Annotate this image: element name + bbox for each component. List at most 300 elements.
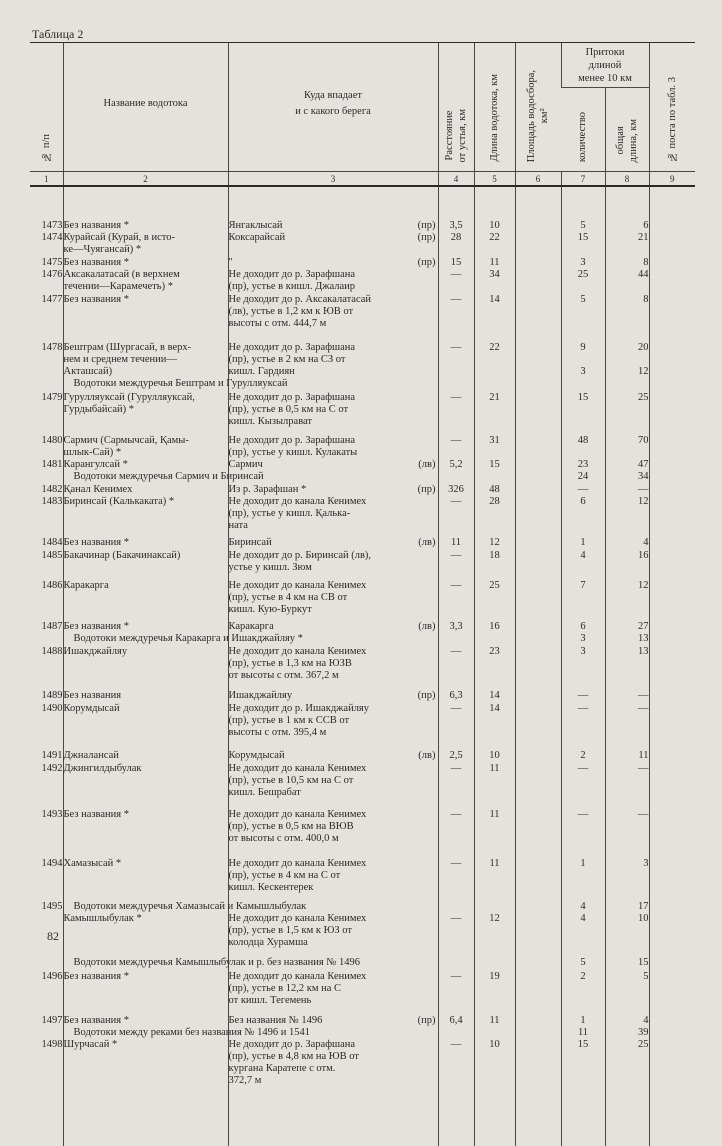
tributary-count [561,243,605,255]
tributary-count [561,507,605,519]
watercourse-name [63,714,228,726]
row-number [30,353,63,365]
tributary-total-length: 20 [605,329,649,353]
row-number: 1480 [41,435,63,446]
distance-from-mouth [438,832,474,844]
table-row [30,994,695,1006]
tributary-total-length [605,403,649,415]
tributary-total-length: 4 [605,531,649,548]
watercourse-name [63,1074,228,1086]
mouth-location [228,507,438,519]
bank-side [436,342,438,353]
watercourse-length [474,669,515,681]
distance-from-mouth [438,591,474,603]
basin-area [515,403,561,415]
watercourse-length [474,657,515,669]
post-number [649,548,695,561]
mouth-text: от высоты с отм. 400,0 м [228,833,339,844]
post-number [649,869,695,881]
tributary-count [561,657,605,669]
post-number [649,1006,695,1026]
basin-area [515,531,561,548]
tributary-count [561,415,605,427]
mouth-location [228,305,438,317]
watercourse-length: 14 [474,701,515,714]
watercourse-name [63,774,228,786]
group-note-text: Водотоки междуречья Бештрам и Гурулляуксай [73,378,288,389]
tributary-count [561,280,605,292]
watercourse-length: 16 [474,615,515,632]
post-number [649,389,695,403]
tributary-count: 6 [561,495,605,507]
mouth-location [228,186,438,231]
group-note-row [30,377,695,389]
watercourse-name: Джналансай [63,738,228,761]
mouth-location [228,591,438,603]
bank-side [436,318,438,329]
post-number [649,519,695,531]
watercourse-name: Бакачинар (Бакачинаксай) [63,548,228,561]
watercourse-name [63,1062,228,1074]
bank-side [436,306,438,317]
basin-area [515,415,561,427]
bank-side [436,937,438,948]
row-number [30,714,63,726]
bank-side [436,404,438,415]
post-number [649,317,695,329]
distance-from-mouth [438,714,474,726]
watercourse-length [474,317,515,329]
mouth-location [228,427,438,446]
tributary-count: 3 [561,255,605,268]
mouth-location [228,786,438,798]
row-number: 1495 [41,901,63,912]
watercourse-length: 11 [474,844,515,869]
watercourse-length: 15 [474,458,515,470]
mouth-text: Не доходит до р. Зарафшана [228,269,356,280]
group-note [63,377,288,389]
tributary-count: 5 [561,948,605,968]
table-row [30,881,695,893]
bank-side [436,447,438,458]
table-row [30,657,695,669]
table-row [30,701,695,714]
basin-area [515,948,561,968]
mouth-location [228,912,438,924]
tributary-count [561,603,605,615]
blank-cell [561,1086,605,1146]
bank-side [436,913,438,924]
header-area: Площадь водосбора, км² [515,43,561,172]
mouth-text: Сармич [228,459,263,470]
basin-area [515,446,561,458]
tributary-total-length: 6 [605,186,649,231]
basin-area [515,644,561,657]
mouth-text: кишл. Гардиян [228,366,295,377]
tributary-total-length [605,786,649,798]
bank-side [436,703,438,714]
tributary-total-length: 44 [605,268,649,280]
tributary-total-length [605,1050,649,1062]
col-number: 1 [30,172,63,187]
mouth-text: (пр), устье в 1,5 км к ЮЗ от [228,925,352,936]
tributary-count: 15 [561,1038,605,1050]
bank-side [436,858,438,869]
tributary-count [561,832,605,844]
distance-from-mouth [438,820,474,832]
distance-from-mouth: 326 [438,482,474,495]
tributary-count [561,403,605,415]
row-number: 1481 [41,459,63,470]
distance-from-mouth [438,936,474,948]
row-number: 1476 [41,269,63,280]
group-note-text: Водотоки междуречья Сармич и Биринсай [73,471,264,482]
watercourse-length: 25 [474,573,515,591]
mouth-text: Биринсай [228,537,272,548]
tributary-total-length [605,603,649,615]
mouth-text: (пр), устье в кишл. Джалаир [228,281,356,292]
watercourse-length [474,305,515,317]
distance-from-mouth: — [438,912,474,924]
watercourse-name: Бештрам (Шургасай, в верх- [63,329,228,353]
basin-area [515,820,561,832]
bank-side [436,435,438,446]
mouth-text: от высоты с отм. 367,2 м [228,670,339,681]
mouth-location [228,458,438,470]
table-row [30,738,695,761]
bank-side [436,646,438,657]
row-number: 1488 [41,646,63,657]
basin-area [515,1038,561,1050]
mouth-text: (пр), устье в 0,5 км на ВЮВ [228,821,354,832]
distance-from-mouth [438,603,474,615]
header-name: Название водотока [63,43,228,172]
group-note-row [30,893,695,912]
row-number [30,317,63,329]
group-note [63,893,307,912]
tributary-total-length: 17 [605,893,649,912]
group-note-row [30,948,695,968]
mouth-text: Не доходит до р. Аксакалатасай [228,294,372,305]
table-row [30,427,695,446]
tributary-total-length [605,774,649,786]
table-row [30,714,695,726]
distance-from-mouth [438,519,474,531]
post-number [649,644,695,657]
mouth-location [228,701,438,714]
bank-side [436,520,438,531]
tributary-count: 7 [561,573,605,591]
watercourse-name [63,657,228,669]
post-number [649,982,695,994]
basin-area [515,603,561,615]
tributary-total-length [605,936,649,948]
mouth-location [228,714,438,726]
basin-area [515,1062,561,1074]
bank-side [436,1063,438,1074]
basin-area [515,353,561,365]
tributary-count [561,519,605,531]
group-note-row [30,632,695,644]
table-row [30,292,695,305]
post-number [649,669,695,681]
post-number [649,786,695,798]
watercourse-length: 14 [474,292,515,305]
watercourse-length [474,869,515,881]
basin-area [515,869,561,881]
basin-area [515,255,561,268]
distance-from-mouth: — [438,495,474,507]
tributary-count [561,1062,605,1074]
watercourse-name: Қанал Кенимех [63,482,228,495]
watercourse-name: течении—Карамечеть) * [63,280,228,292]
watercourse-name: Каракарга [63,573,228,591]
distance-from-mouth: 6,3 [438,681,474,701]
table-caption: Таблица 2 [32,27,84,41]
row-number [30,561,63,573]
tributary-total-length [605,881,649,893]
tributary-total-length [605,507,649,519]
mouth-location [228,881,438,893]
bank-side [436,1051,438,1062]
distance-from-mouth [438,1074,474,1086]
tributary-total-length: 16 [605,548,649,561]
row-number: 1496 [41,971,63,982]
post-number [649,832,695,844]
tributary-total-length [605,1062,649,1074]
tributary-total-length [605,353,649,365]
tributary-total-length [605,669,649,681]
watercourse-name: нем и среднем течении— [63,353,228,365]
post-number [649,458,695,470]
distance-from-mouth: 5,2 [438,458,474,470]
basin-area [515,231,561,243]
basin-area [515,924,561,936]
mouth-text: Из р. Зарафшан * [228,484,307,495]
tributary-total-length [605,591,649,603]
basin-area [515,317,561,329]
group-note [63,1026,311,1038]
tributary-count: 4 [561,893,605,912]
mouth-text: Корумдысай [228,750,285,761]
basin-area [515,1026,561,1038]
tributary-count: 5 [561,292,605,305]
table-row [30,681,695,701]
distance-from-mouth: — [438,292,474,305]
bank-side [436,496,438,507]
row-number: 1497 [41,1015,63,1026]
basin-area [515,292,561,305]
row-number: 1486 [41,580,63,591]
row-number [30,1026,63,1038]
tributary-total-length: — [605,482,649,495]
row-number [30,832,63,844]
post-number [649,365,695,377]
mouth-location [228,231,438,243]
mouth-text: колодца Хурамша [228,937,308,948]
tributary-count: — [561,681,605,701]
distance-from-mouth [438,994,474,1006]
row-number: 1491 [41,750,63,761]
post-number [649,1038,695,1050]
distance-from-mouth [438,403,474,415]
mouth-text: ната [228,520,248,531]
row-number: 1482 [41,484,63,495]
tributary-total-length [605,243,649,255]
distance-from-mouth: 15 [438,255,474,268]
tributary-total-length: 12 [605,365,649,377]
distance-from-mouth [438,507,474,519]
watercourse-length [474,519,515,531]
group-note-text: Водотоки междуречья Каракарга и Ишакджайляу * [73,633,303,644]
tributary-count: 15 [561,389,605,403]
basin-area [515,507,561,519]
basin-area [515,280,561,292]
row-number [30,377,63,389]
header-distance: Расстояние от устья, км [438,43,474,172]
mouth-location [228,738,438,761]
tributary-count: 3 [561,632,605,644]
watercourse-length: 31 [474,427,515,446]
mouth-text: (пр), устье в 12,2 км на С [228,983,342,994]
watercourse-name: Курайсай (Курай, в исто- [63,231,228,243]
watercourse-length [474,982,515,994]
watercourse-name: Ишакджайляу [63,644,228,657]
watercourse-length: 14 [474,681,515,701]
distance-from-mouth [438,377,474,389]
tributary-total-length [605,561,649,573]
mouth-location [228,982,438,994]
watercourse-name: Без названия * [63,798,228,820]
watercourse-length [474,632,515,644]
bank-side [436,1075,438,1086]
watercourse-length [474,786,515,798]
watercourse-name: Корумдысай [63,701,228,714]
distance-from-mouth: — [438,389,474,403]
post-number [649,936,695,948]
post-number [649,329,695,353]
tributary-total-length: 3 [605,844,649,869]
tributary-total-length [605,1074,649,1086]
post-number [649,738,695,761]
bank-side [436,670,438,681]
tributary-count [561,982,605,994]
table-body [30,186,695,1146]
watercourse-length [474,561,515,573]
watercourse-length: 28 [474,495,515,507]
mouth-location [228,968,438,982]
mouth-location [228,603,438,615]
row-number: 1474 [41,232,63,243]
basin-area [515,761,561,774]
watercourse-name [63,305,228,317]
post-number [649,305,695,317]
mouth-text: кишл. Кескентерек [228,882,314,893]
bank-side [436,1039,438,1050]
basin-area [515,519,561,531]
watercourse-name [63,507,228,519]
watercourse-name: Шурчасай * [63,1038,228,1050]
basin-area [515,268,561,280]
table-row [30,482,695,495]
watercourse-length: 11 [474,798,515,820]
post-number [649,948,695,968]
table-row [30,403,695,415]
table-row [30,317,695,329]
post-number [649,377,695,389]
watercourse-length: 48 [474,482,515,495]
watercourse-name: Без названия * [63,531,228,548]
table-row [30,507,695,519]
post-number [649,446,695,458]
post-number [649,994,695,1006]
mouth-location [228,329,438,353]
post-number [649,1062,695,1074]
post-number [649,292,695,305]
basin-area [515,243,561,255]
mouth-location [228,669,438,681]
group-note-text: Водотоки междуречья Хамазысай и Камышлыбулак [73,901,307,912]
watercourse-length [474,470,515,482]
row-number [30,1062,63,1074]
mouth-location [228,615,438,632]
row-number: 1484 [41,537,63,548]
distance-from-mouth: — [438,1038,474,1050]
col-number: 8 [605,172,649,187]
mouth-text: (пр), устье у кишл. Қалька- [228,508,351,519]
tributary-total-length: 15 [605,948,649,968]
row-number [30,726,63,738]
bank-side [436,294,438,305]
watercourse-length [474,893,515,912]
bank-side [436,580,438,591]
watercourse-name: Аксакалатасай (в верхнем [63,268,228,280]
tributary-total-length [605,317,649,329]
tributary-total-length [605,415,649,427]
row-number [30,657,63,669]
mouth-text: (пр), устье в 1,3 км на ЮЗВ [228,658,352,669]
tributary-total-length: — [605,798,649,820]
tributary-count [561,305,605,317]
distance-from-mouth [438,317,474,329]
tributary-count [561,446,605,458]
mouth-location [228,353,438,365]
table-row [30,761,695,774]
table-row [30,603,695,615]
post-number [649,1074,695,1086]
distance-from-mouth: — [438,427,474,446]
basin-area [515,561,561,573]
mouth-location [228,844,438,869]
tributary-count [561,561,605,573]
tributary-count [561,1050,605,1062]
post-number [649,657,695,669]
watercourse-length: 11 [474,255,515,268]
mouth-text: (пр), устье в 10,5 км на С от [228,775,354,786]
distance-from-mouth [438,982,474,994]
mouth-location [228,761,438,774]
row-number [30,1074,63,1086]
watercourse-length: 23 [474,644,515,657]
mouth-text: Коксарайсай [228,232,286,243]
bank-side [436,727,438,738]
bank-side [436,833,438,844]
tributary-count: 48 [561,427,605,446]
tributary-total-length: 8 [605,255,649,268]
distance-from-mouth: 6,4 [438,1006,474,1026]
post-number [649,1026,695,1038]
row-number [30,881,63,893]
